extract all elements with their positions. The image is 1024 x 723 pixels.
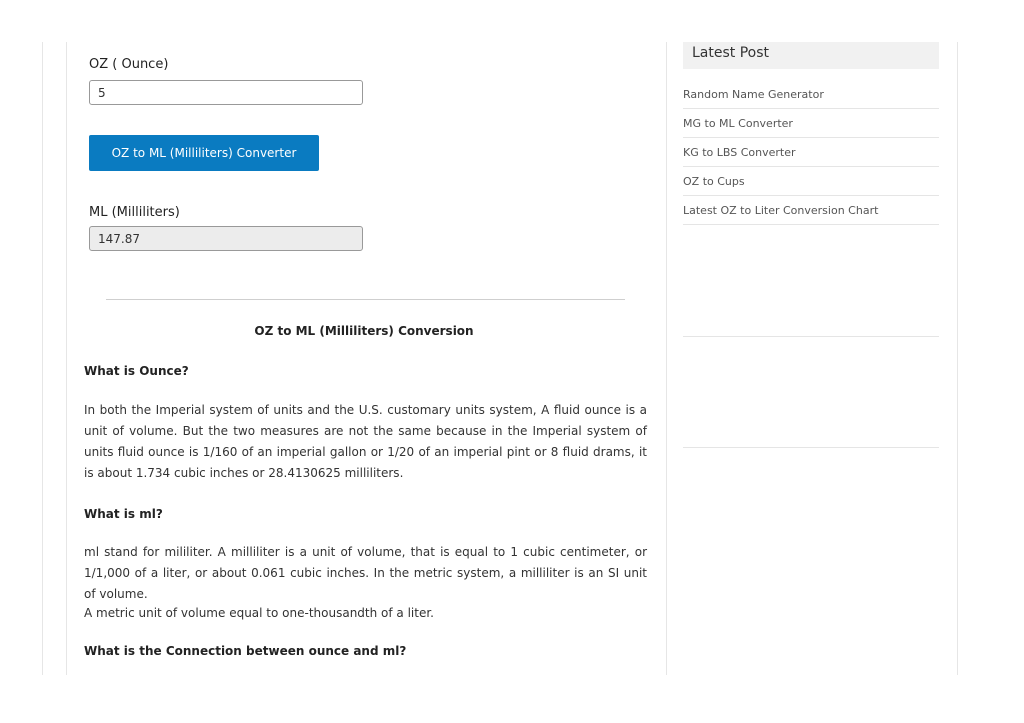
- heading-what-is-ml: What is ml?: [84, 507, 163, 521]
- layout-border: [66, 42, 67, 675]
- paragraph-metric: A metric unit of volume equal to one-thousandth of a liter.: [84, 606, 434, 620]
- sidebar-divider: [683, 336, 939, 337]
- sidebar-item-oz-to-cups[interactable]: OZ to Cups: [683, 167, 939, 196]
- ml-label: ML (Milliliters): [89, 205, 180, 220]
- sidebar: [683, 42, 939, 217]
- layout-border: [957, 42, 958, 675]
- latest-post-list: [683, 80, 939, 225]
- oz-input[interactable]: 5: [89, 80, 363, 105]
- paragraph-ml: ml stand for mililiter. A milliliter is a unit of volume, that is equal to 1 cubic centimeter, or 1/1,000 of a liter, or about 0.061 cubic inches. In the metric system, a milliliter is an SI unit of volume.: [84, 545, 647, 601]
- layout-border: [666, 42, 667, 675]
- article-title: OZ to ML (Milliliters) Conversion: [254, 324, 474, 338]
- divider: [106, 299, 625, 300]
- convert-button[interactable]: OZ to ML (Milliliters) Converter: [89, 135, 319, 171]
- sidebar-title: Latest Post: [683, 42, 939, 69]
- oz-label: OZ ( Ounce): [89, 57, 169, 72]
- sidebar-item-mg-to-ml[interactable]: MG to ML Converter: [683, 109, 939, 138]
- sidebar-item-random-name-generator[interactable]: Random Name Generator: [683, 80, 939, 109]
- ml-output[interactable]: 147.87: [89, 226, 363, 251]
- sidebar-item-kg-to-lbs[interactable]: KG to LBS Converter: [683, 138, 939, 167]
- sidebar-divider: [683, 447, 939, 448]
- layout-border: [42, 42, 43, 675]
- heading-connection: What is the Connection between ounce and ml?: [84, 644, 407, 658]
- paragraph-ounce: In both the Imperial system of units and the U.S. customary units system, A fluid ounce is a unit of volume. But the two measures are not the same because in the Imperial system of units fluid ounce is 1/160 of an imperial gallon or 1/20 of an imperial pint or 8 fluid drams, it is about 1.734 cubic inches or 28.4130625 milliliters.: [84, 403, 647, 480]
- sidebar-item-oz-to-liter-chart[interactable]: Latest OZ to Liter Conversion Chart: [683, 196, 939, 225]
- heading-what-is-ounce: What is Ounce?: [84, 364, 189, 378]
